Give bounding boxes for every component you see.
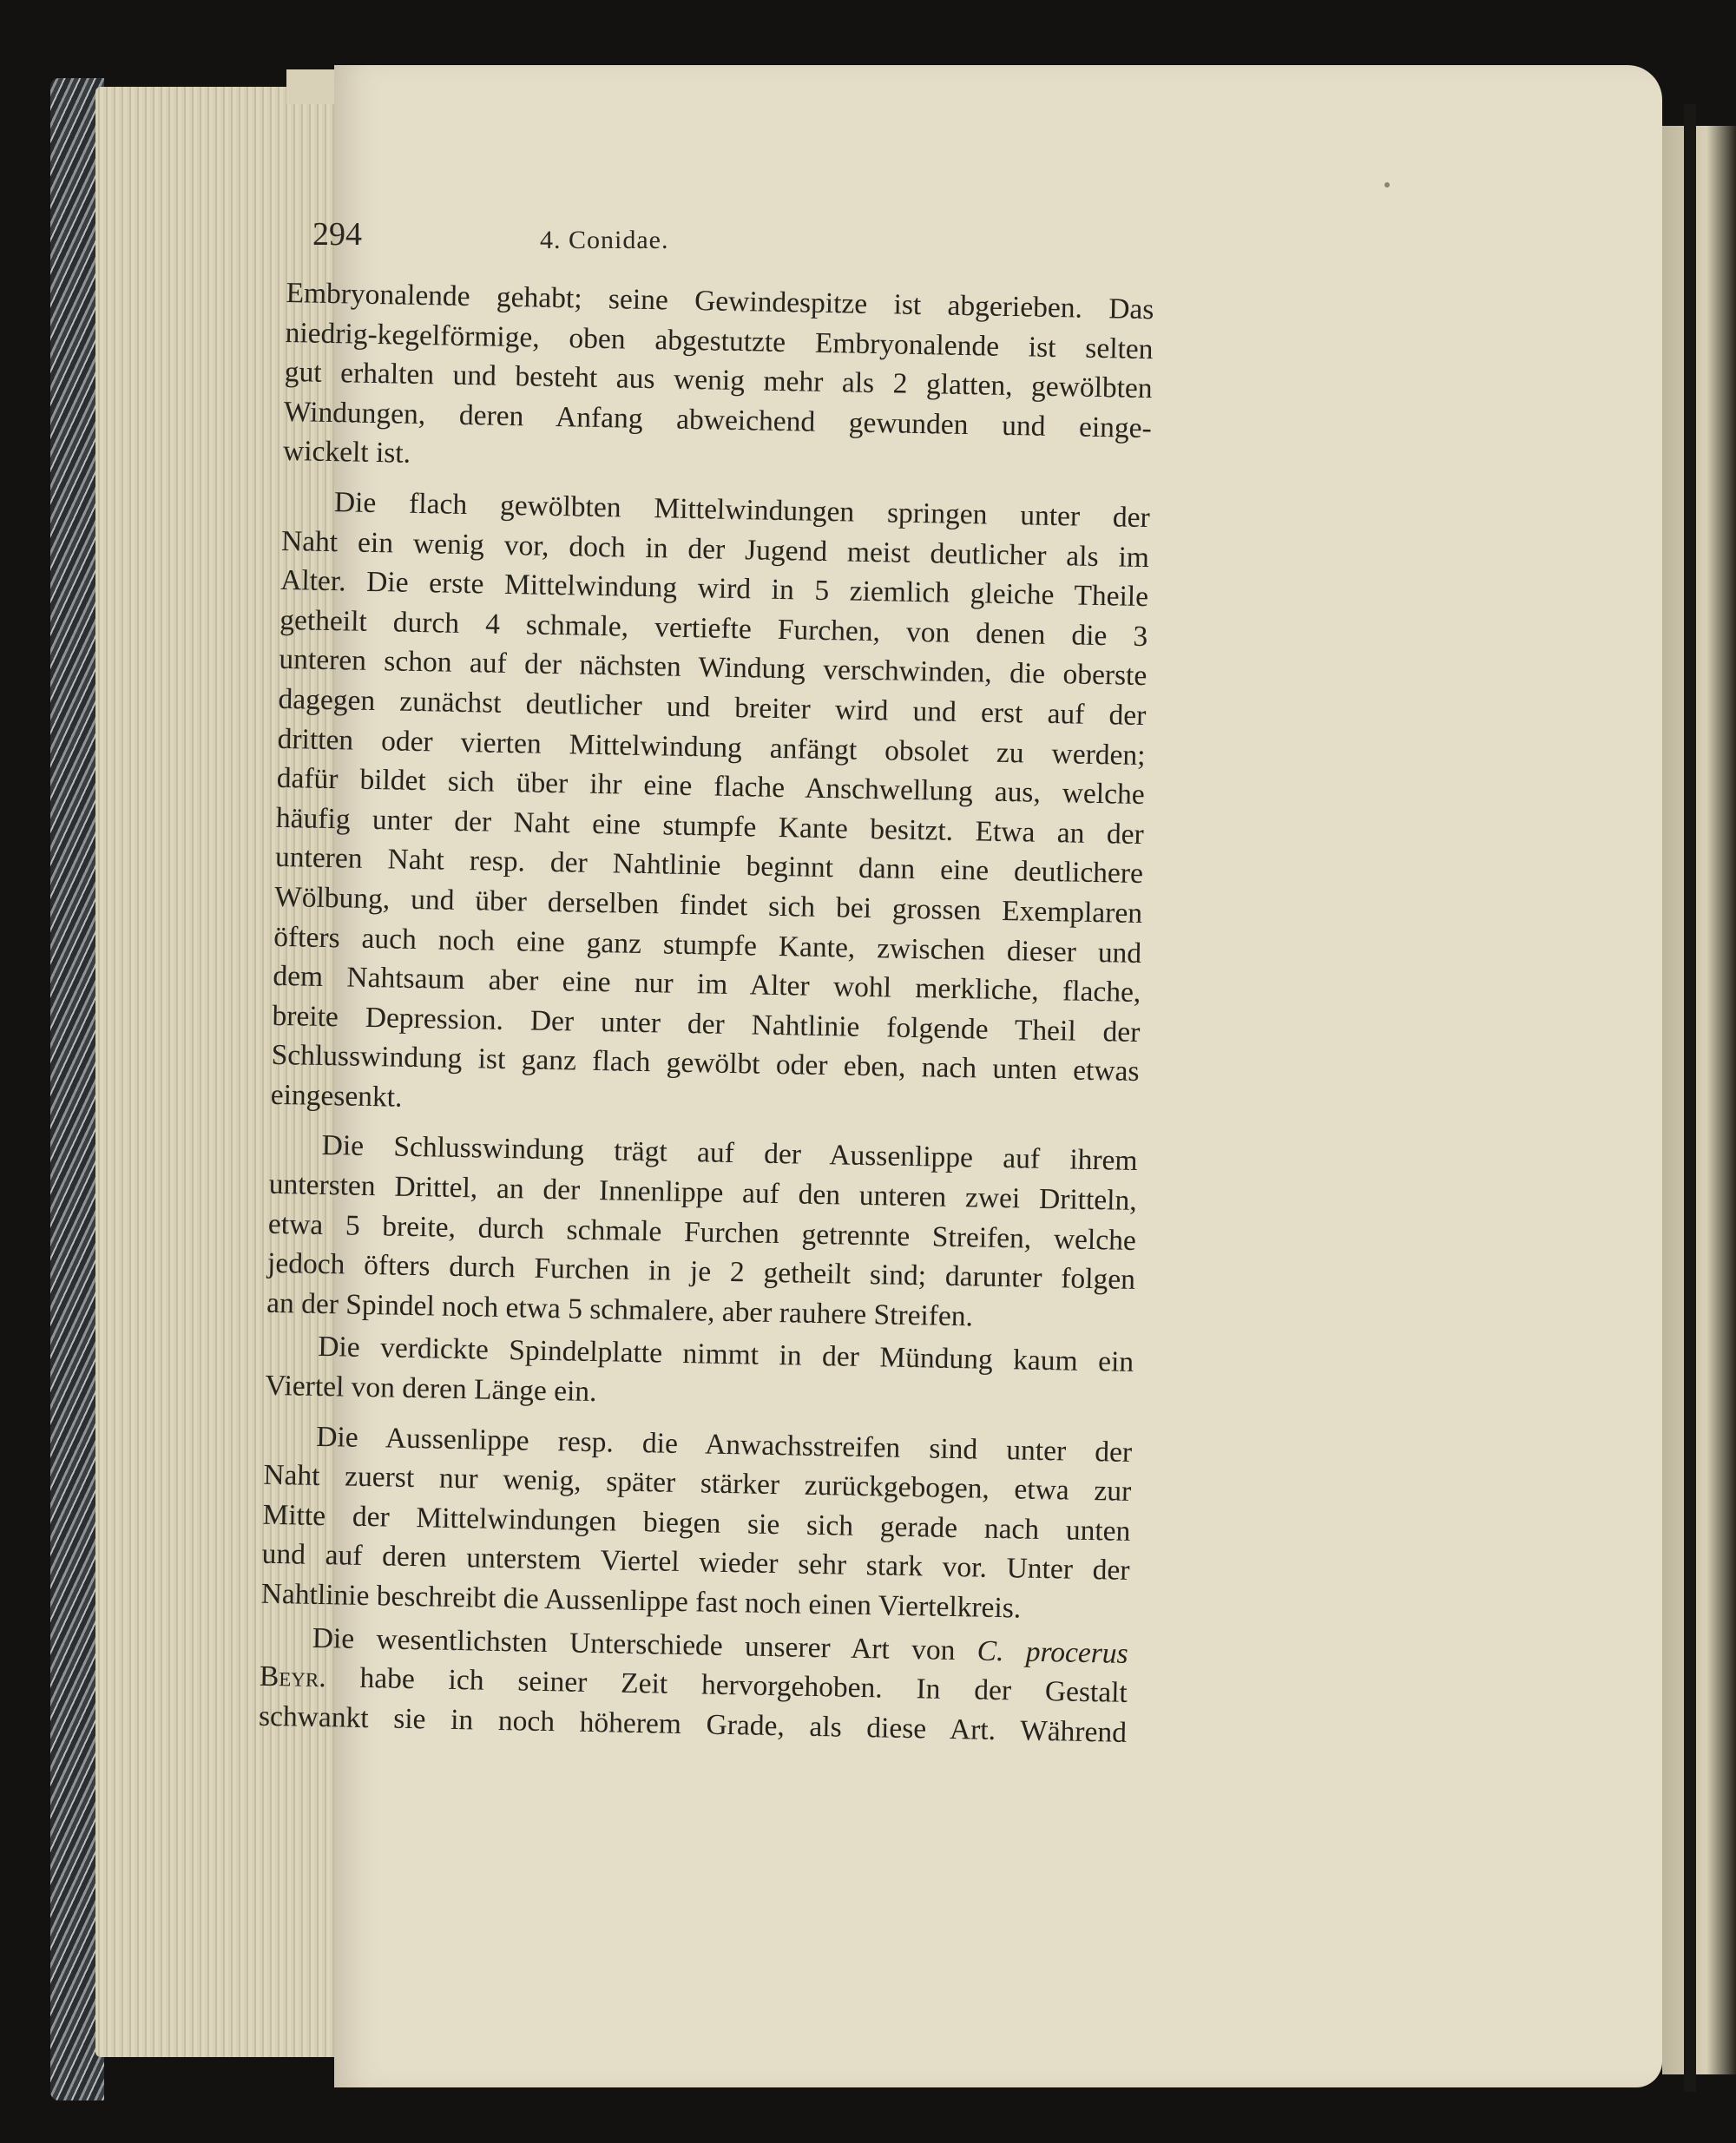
- text-line: Schlusswindung ist ganz flach gewölbt oder eben, nach unten etwas: [271, 1039, 1140, 1088]
- text-line: wickelt ist.: [282, 435, 411, 470]
- ink-speck: [1384, 182, 1390, 187]
- text-line: Nahtlinie beschreibt die Aussenlippe fast noch einen Viertelkreis.: [260, 1577, 1022, 1625]
- text-line: Mitte der Mittelwindungen biegen sie sich gerade nach unten: [262, 1498, 1131, 1548]
- page-number: 294: [312, 216, 362, 253]
- paragraph: [266, 1125, 1138, 1339]
- text-line: getheilt durch 4 schmale, vertiefte Furchen, von denen die 3: [279, 603, 1148, 653]
- text-line: häufig unter der Naht eine stumpfe Kante besitzt. Etwa an der: [275, 801, 1145, 851]
- text-line: dafür bildet sich über ihr eine flache Anschwellung aus, welche: [276, 762, 1146, 812]
- text-line: schwankt sie in noch höherem Grade, als diese Art. Während: [258, 1699, 1128, 1749]
- paragraph: [265, 1326, 1134, 1422]
- body-text: [259, 273, 1154, 1752]
- running-head: 4. Conidae.: [540, 226, 669, 254]
- paragraph: [259, 1617, 1128, 1752]
- text-line: breite Depression. Der unter der Nahtlinie folgende Theil der: [272, 999, 1141, 1048]
- text-line: Naht zuerst nur wenig, später stärker zurückgebogen, etwa zur: [263, 1458, 1132, 1509]
- text-line: Naht ein wenig vor, doch in der Jugend meist deutlicher als im: [280, 524, 1150, 574]
- species-name: C. procerus: [976, 1634, 1129, 1670]
- text-line: Wölbung, und über derselben findet sich bei grossen Exemplaren: [273, 880, 1143, 930]
- paragraph: [283, 273, 1154, 488]
- text-line: jedoch öfters durch Furchen in je 2 getheilt sind; darunter folgen: [266, 1247, 1136, 1297]
- text-line: an der Spindel noch etwa 5 schmalere, aber rauhere Streifen.: [266, 1286, 974, 1333]
- paragraph: [260, 1416, 1132, 1630]
- text-line: unteren schon auf der nächsten Windung verschwinden, die oberste: [279, 643, 1147, 693]
- text-run: Die wesentlichsten Unterschiede unserer Art von: [312, 1621, 978, 1667]
- text-line: etwa 5 breite, durch schmale Furchen getrennte Streifen, welche: [267, 1207, 1137, 1257]
- text-line: Die verdickte Spindelplatte nimmt in der Mündung kaum ein: [317, 1331, 1134, 1379]
- text-line: Die Aussenlippe resp. die Anwachsstreifen sind unter der: [315, 1420, 1133, 1469]
- text-line: Windungen, deren Anfang abweichend gewunden und einge-: [283, 395, 1153, 444]
- text-line: öfters auch noch eine ganz stumpfe Kante, zwischen dieser und: [273, 920, 1142, 970]
- text-line: untersten Drittel, an der Innenlippe auf den unteren zwei Dritteln,: [268, 1167, 1138, 1218]
- text-run: habe ich seiner Zeit hervorgehoben. In der Gestalt: [326, 1661, 1128, 1710]
- gutter-shadow: [1684, 104, 1696, 2092]
- text-line: dritten oder vierten Mittelwindung anfängt obsolet zu werden;: [277, 722, 1146, 772]
- text-line: dem Nahtsaum aber eine nur im Alter wohl merkliche, flache,: [273, 959, 1141, 1009]
- page-header: [312, 215, 1180, 267]
- text-line: unteren Naht resp. der Nahtlinie beginnt dann eine deutlichere: [274, 841, 1144, 891]
- text-line: Alter. Die erste Mittelwindung wird in 5 ziemlich gleiche Theile: [279, 564, 1149, 614]
- text-line: dagegen zunächst deutlicher und breiter wird und erst auf der: [278, 682, 1147, 733]
- facing-page-edge: [1662, 126, 1736, 2074]
- text-line: Embryonalende gehabt; seine Gewindespitze ist abgerieben. Das: [286, 276, 1154, 326]
- text-line: Viertel von deren Länge ein.: [265, 1369, 597, 1409]
- text-line: eingesenkt.: [270, 1078, 403, 1114]
- text-line: und auf deren unterstem Viertel wieder sehr stark vor. Unter der: [261, 1538, 1130, 1588]
- author-abbreviation: Beyr.: [259, 1660, 327, 1694]
- text-line: niedrig-kegelförmige, oben abgestutzte Embryonalende ist selten: [285, 316, 1154, 365]
- text-line: Die Schlusswindung trägt auf der Aussenlippe auf ihrem: [321, 1129, 1138, 1178]
- text-line: gut erhalten und besteht aus wenig mehr als 2 glatten, gewölbten: [284, 356, 1153, 405]
- text-line: Die flach gewölbten Mittelwindungen springen unter der: [333, 486, 1151, 535]
- paragraph: [270, 482, 1150, 1132]
